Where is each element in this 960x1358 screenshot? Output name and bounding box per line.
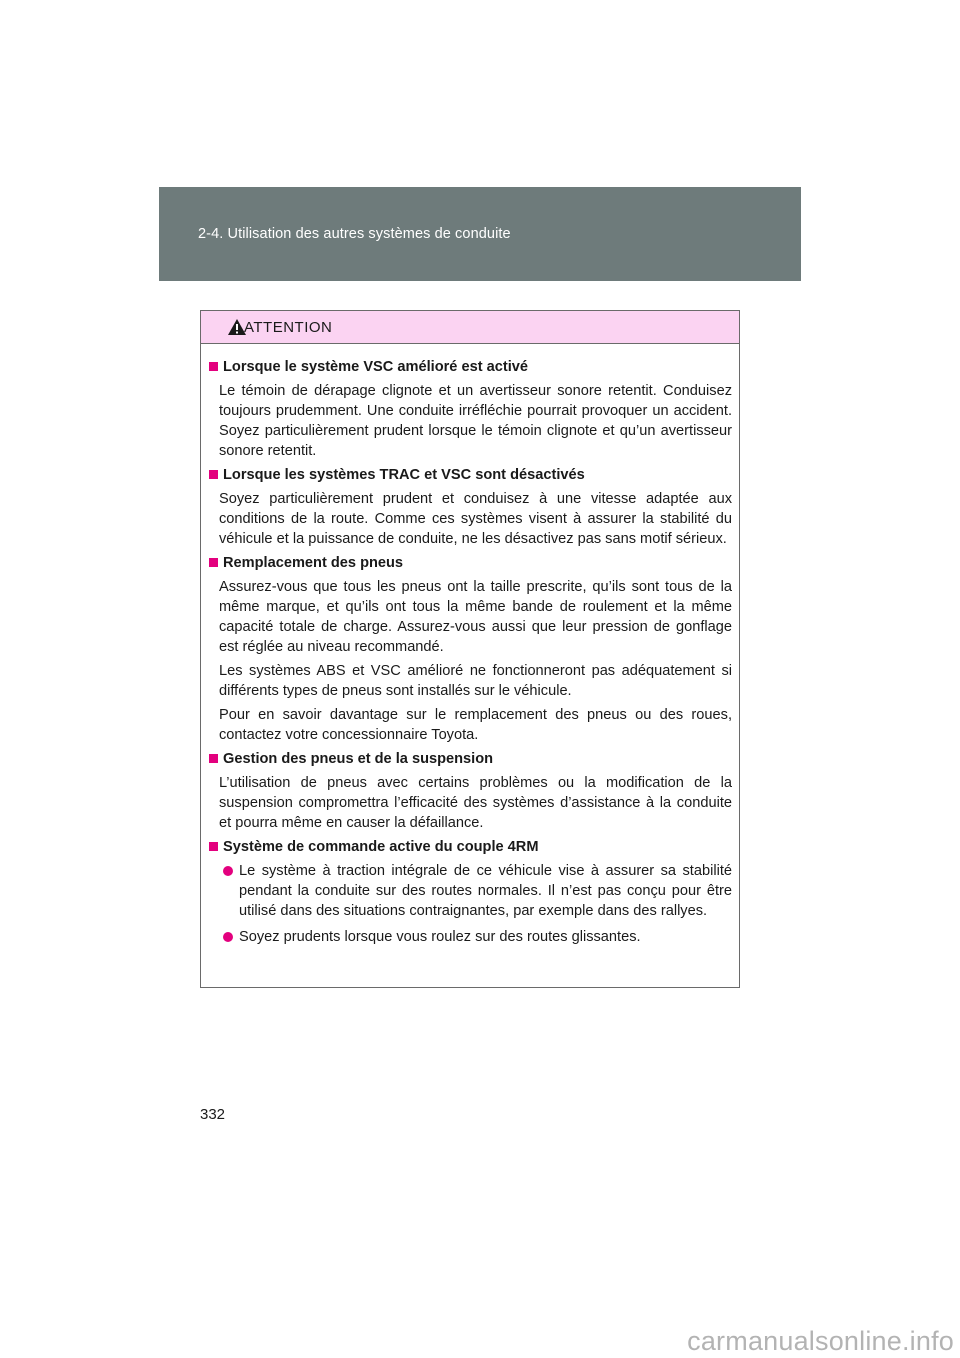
warning-heading: Gestion des pneus et de la suspension	[209, 749, 732, 769]
section-header-band	[159, 187, 801, 281]
warning-title: ATTENTION	[244, 319, 333, 336]
warning-box	[200, 310, 740, 988]
warning-paragraph: Le témoin de dérapage clignote et un avertisseur sonore retentit. Conduisez toujours prudemment. Une conduite irréfléchie pourrait provoquer un accident. Soyez particulièrement prudent lorsque le témoin clignote et qu’un avertisseur sonore retentit.	[219, 383, 732, 459]
watermark: carmanualsonline.info	[687, 1326, 954, 1356]
warning-body	[201, 344, 739, 947]
warning-heading: Remplacement des pneus	[209, 553, 732, 573]
section-title: 2-4. Utilisation des autres systèmes de conduite	[198, 226, 511, 242]
page-number: 332	[200, 1106, 226, 1123]
square-bullet-icon	[209, 842, 218, 851]
warning-paragraph: L’utilisation de pneus avec certains problèmes ou la modification de la suspension compromettra l’efficacité des systèmes d’assistance à la conduite et pourra même en causer la défaillance.	[219, 775, 732, 831]
warning-paragraph: Assurez-vous que tous les pneus ont la taille prescrite, qu’ils sont tous de la même marque, et qu’ils ont tous la même bande de roulement et la même capacité totale de charge. Assurez-vous aussi que leur pression de gonflage est réglée au niveau recommandé.	[219, 579, 732, 655]
square-bullet-icon	[209, 754, 218, 763]
warning-header	[201, 311, 739, 344]
warning-heading: Lorsque le système VSC amélioré est activé	[209, 357, 732, 377]
warning-bullet-item: Soyez prudents lorsque vous roulez sur des routes glissantes.	[209, 927, 732, 947]
warning-bullet-item: Le système à traction intégrale de ce véhicule vise à assurer sa stabilité pendant la conduite sur des routes normales. Il n’est pas conçu pour être utilisé dans des situations contraignantes, par exemple dans des rallyes.	[209, 861, 732, 921]
square-bullet-icon	[209, 470, 218, 479]
square-bullet-icon	[209, 362, 218, 371]
round-bullet-icon	[223, 932, 233, 942]
round-bullet-icon	[223, 866, 233, 876]
warning-paragraph: Les systèmes ABS et VSC amélioré ne fonctionneront pas adéquatement si différents types de pneus sont installés sur le véhicule.	[219, 663, 732, 699]
warning-paragraph: Soyez particulièrement prudent et conduisez à une vitesse adaptée aux conditions de la route. Comme ces systèmes visent à assurer la stabilité du véhicule et la puissance de conduite, ne les désactivez pas sans motif sérieux.	[219, 491, 732, 547]
warning-heading: Lorsque les systèmes TRAC et VSC sont désactivés	[209, 465, 732, 485]
warning-heading: Système de commande active du couple 4RM	[209, 837, 732, 857]
square-bullet-icon	[209, 558, 218, 567]
warning-paragraph: Pour en savoir davantage sur le remplacement des pneus ou des roues, contactez votre concessionnaire Toyota.	[219, 707, 732, 743]
